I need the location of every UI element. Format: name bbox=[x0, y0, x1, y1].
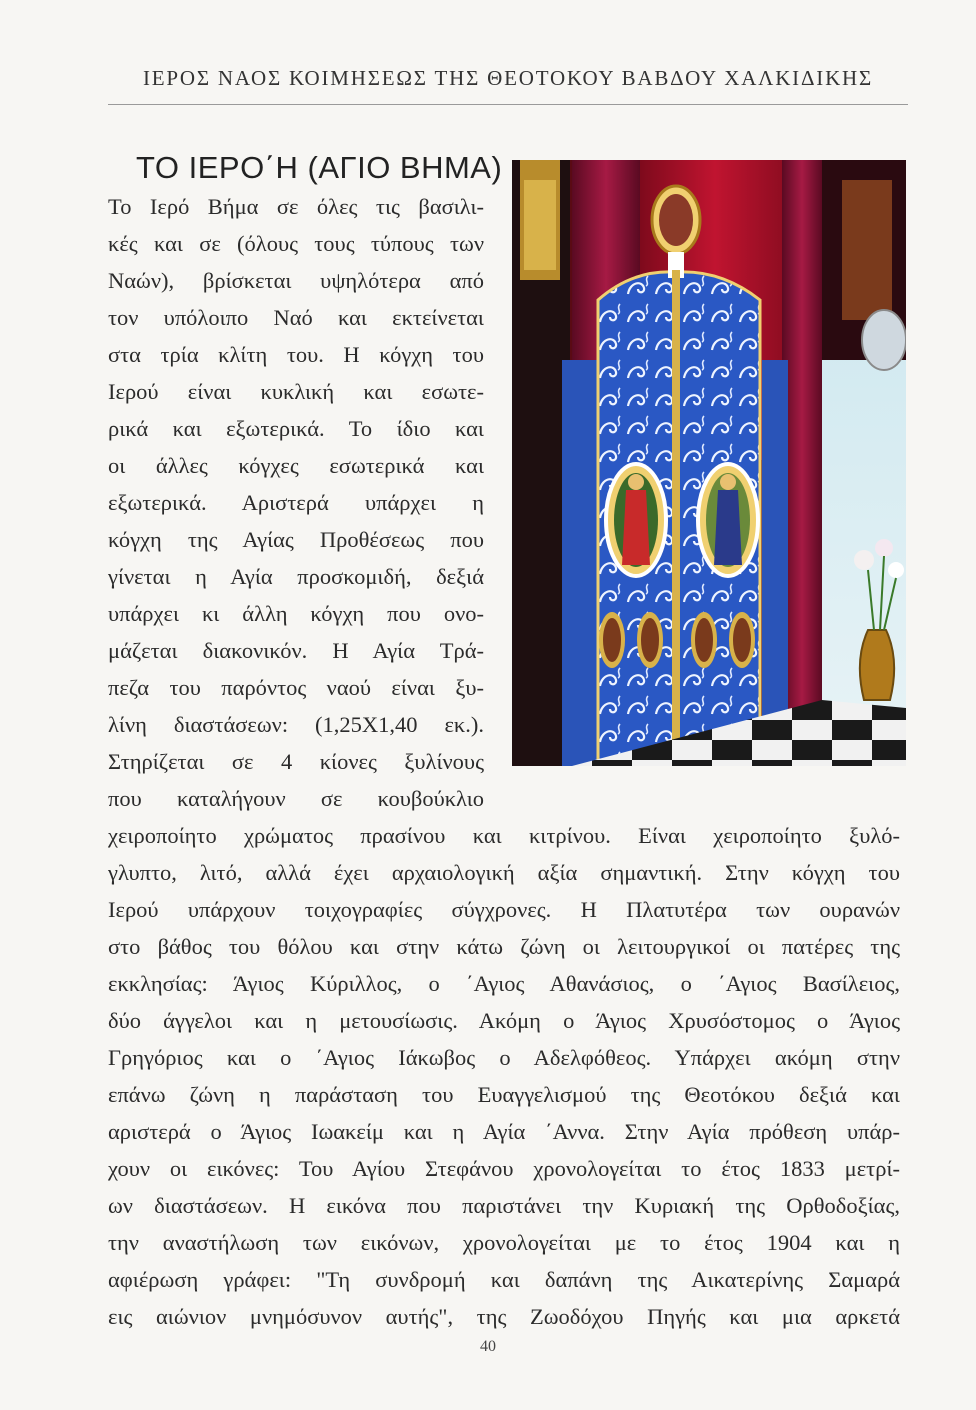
text-line: ων διαστάσεων. Η εικόνα που παριστάνει την Κυριακή της Ορθοδοξίας, bbox=[108, 1193, 900, 1218]
text-line: την αναστήλωση των εικόνων, χρονολογείται με το έτος 1904 και η bbox=[108, 1230, 900, 1255]
text-line: εις αιώνιον μνημόσυνον αυτής", της Ζωοδόχου Πηγής και μια αρκετά bbox=[108, 1304, 900, 1329]
text-line: εκκλησίας: Άγιος Κύριλλος, ο ΄Αγιος Αθανάσιος, ο ΄Αγιος Βασίλειος, bbox=[108, 971, 900, 996]
text-line: μάζεται διακονικόν. Η Αγία Τρά- bbox=[108, 638, 484, 663]
iconostasis-illustration bbox=[512, 160, 906, 766]
text-line: εξωτερικά. Αριστερά υπάρχει η bbox=[108, 490, 484, 515]
text-line: ρικά και εξωτερικά. Το ίδιο και bbox=[108, 416, 484, 441]
header-rule bbox=[108, 104, 908, 105]
text-line: χειροποίητο χρώματος πρασίνου και κιτρίνου. Είναι χειροποίητο ξυλό- bbox=[108, 823, 900, 848]
page-number: 40 bbox=[480, 1338, 496, 1355]
text-line: Ιερού υπάρχουν τοιχογραφίες σύγχρονες. Η Πλατυτέρα των ουρανών bbox=[108, 897, 900, 922]
text-line: στα τρία κλίτη του. Η κόγχη του bbox=[108, 342, 484, 367]
text-line: γλυπτο, λιτό, αλλά έχει αρχαιολογική αξία σημαντική. Στην κόγχη του bbox=[108, 860, 900, 885]
text-line: κόγχη της Αγίας Προθέσεως που bbox=[108, 527, 484, 552]
text-line: Γρηγόριος και ο ΄Αγιος Ιάκωβος ο Αδελφόθεος. Υπάρχει ακόμη στην bbox=[108, 1045, 900, 1070]
running-header: ΙΕΡΟΣ ΝΑΟΣ ΚΟΙΜΗΣΕΩΣ ΤΗΣ ΘΕΟΤΟΚΟΥ ΒΑΒΔΟΥ ΧΑΛΚΙΔΙΚΗΣ bbox=[142, 66, 874, 90]
text-line: κές και σε (όλους τους τύπους των bbox=[108, 231, 484, 256]
text-line: λίνη διαστάσεων: (1,25Χ1,40 εκ.). bbox=[108, 712, 484, 737]
text-line: δύο άγγελοι και η μετουσίωσις. Ακόμη ο Άγιος Χρυσόστομος ο Άγιος bbox=[108, 1008, 900, 1033]
text-line: Ναών), βρίσκεται υψηλότερα από bbox=[108, 268, 484, 293]
text-line: αριστερά ο Άγιος Ιωακείμ και η Αγία ΄Αννα. Στην Αγία πρόθεση υπάρ- bbox=[108, 1119, 900, 1144]
text-line: τον υπόλοιπο Ναό και εκτείνεται bbox=[108, 305, 484, 330]
text-line: πεζα του παρόντος ναού είναι ξυ- bbox=[108, 675, 484, 700]
text-line: υπάρχει κι άλλη κόγχη που ονο- bbox=[108, 601, 484, 626]
section-heading: ΤΟ ΙΕΡΟ΄Η (ΑΓΙΟ ΒΗΜΑ) bbox=[136, 150, 503, 185]
text-line: που καταλήγουν σε κουβούκλιο bbox=[108, 786, 484, 811]
iconostasis-photo bbox=[512, 160, 906, 766]
text-line: αφιέρωση γράφει: "Τη συνδρομή και δαπάνη της Αικατερίνης Σαμαρά bbox=[108, 1267, 900, 1292]
text-line: χουν οι εικόνες: Του Αγίου Στεφάνου χρονολογείται το έτος 1833 μετρί- bbox=[108, 1156, 900, 1181]
text-line: οι άλλες κόγχες εσωτερικά και bbox=[108, 453, 484, 478]
text-line: Το Ιερό Βήμα σε όλες τις βασιλι- bbox=[108, 194, 484, 219]
text-line: Ιερού είναι κυκλική και εσωτε- bbox=[108, 379, 484, 404]
text-line: επάνω ζώνη η παράσταση του Ευαγγελισμού της Θεοτόκου δεξιά και bbox=[108, 1082, 900, 1107]
text-line: στο βάθος του θόλου και στην κάτω ζώνη οι λειτουργικοί οι πατέρες της bbox=[108, 934, 900, 959]
text-line: γίνεται η Αγία προσκομιδή, δεξιά bbox=[108, 564, 484, 589]
text-line: Στηρίζεται σε 4 κίονες ξυλίνους bbox=[108, 749, 484, 774]
